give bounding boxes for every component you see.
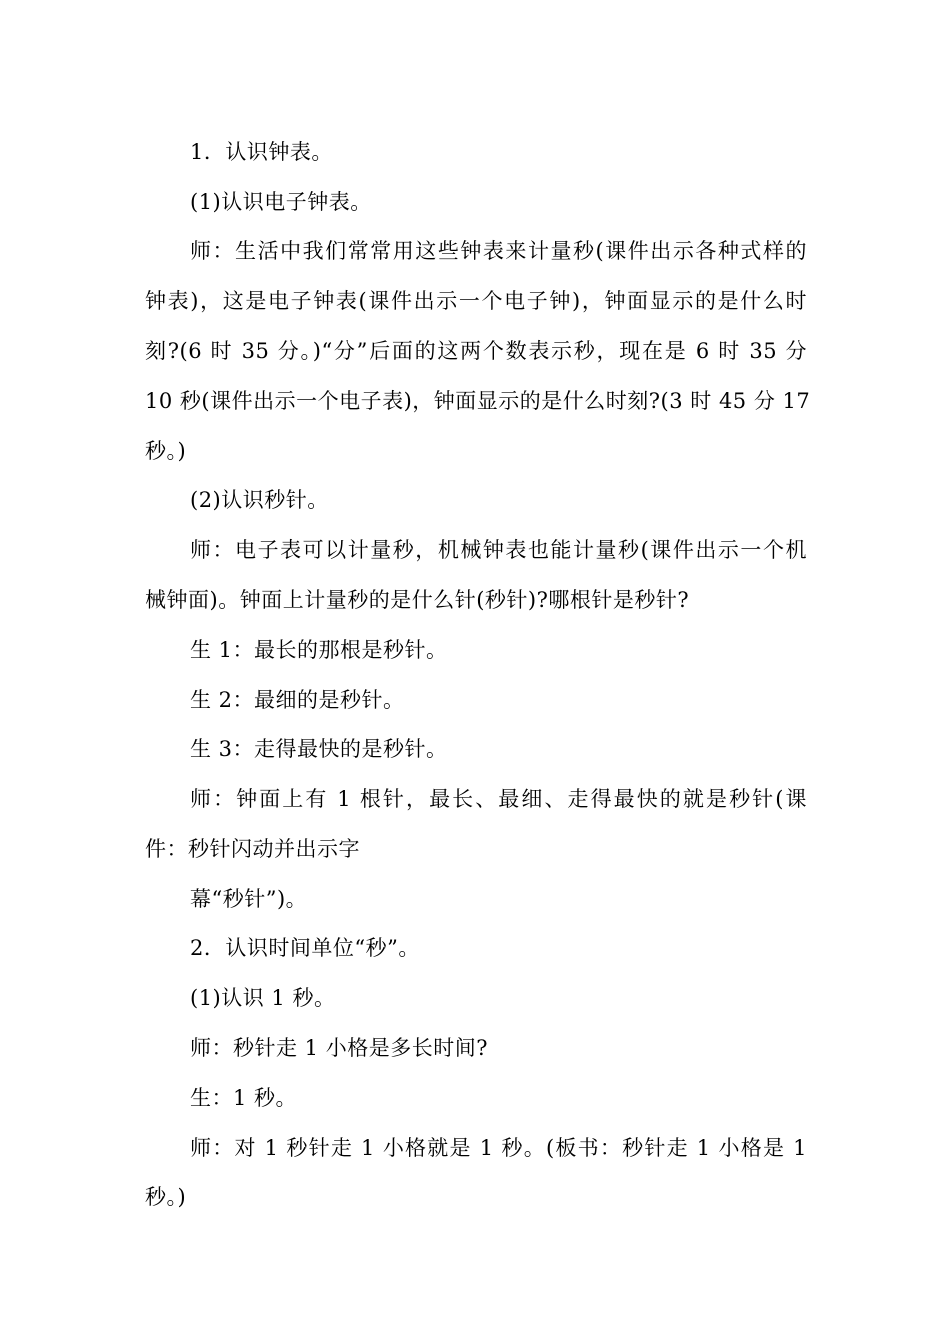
paragraph-line: 师：对 1 秒针走 1 小格就是 1 秒。(板书：秒针走 1 小格是 1: [190, 1136, 807, 1160]
subsection-heading-2: (2)认识秒针。: [190, 488, 329, 512]
paragraph-line: 件：秒针闪动并出示字: [145, 837, 360, 861]
section-heading-1: 1．认识钟表。: [190, 140, 333, 164]
paragraph-line: 10 秒(课件出示一个电子表)，钟面显示的是什么时刻?(3 时 45 分 17: [145, 389, 811, 413]
paragraph-line: 械钟面)。钟面上计量秒的是什么针(秒针)?哪根针是秒针?: [145, 588, 690, 612]
teacher-question: 师：秒针走 1 小格是多长时间?: [190, 1036, 488, 1060]
paragraph-line: 师：电子表可以计量秒，机械钟表也能计量秒(课件出示一个机: [190, 538, 807, 562]
paragraph-line: 秒。): [145, 1185, 187, 1209]
subsection-heading-1: (1)认识电子钟表。: [190, 190, 372, 214]
paragraph-line: 师：生活中我们常常用这些钟表来计量秒(课件出示各种式样的: [190, 239, 807, 263]
paragraph-line: 钟表)，这是电子钟表(课件出示一个电子钟)，钟面显示的是什么时: [145, 289, 807, 313]
paragraph-line: 秒。): [145, 439, 187, 463]
student-answer: 生 3：走得最快的是秒针。: [190, 737, 448, 761]
paragraph-line: 刻?(6 时 35 分。)“分”后面的这两个数表示秒，现在是 6 时 35 分: [145, 339, 807, 363]
subsection-heading-3: (1)认识 1 秒。: [190, 986, 336, 1010]
paragraph-line: 幕“秒针”)。: [190, 887, 308, 911]
student-answer: 生 1：最长的那根是秒针。: [190, 638, 448, 662]
paragraph-line: 师：钟面上有 1 根针，最长、最细、走得最快的就是秒针(课: [190, 787, 807, 811]
student-answer: 生：1 秒。: [190, 1086, 298, 1110]
section-heading-2: 2．认识时间单位“秒”。: [190, 936, 420, 960]
student-answer: 生 2：最细的是秒针。: [190, 688, 405, 712]
